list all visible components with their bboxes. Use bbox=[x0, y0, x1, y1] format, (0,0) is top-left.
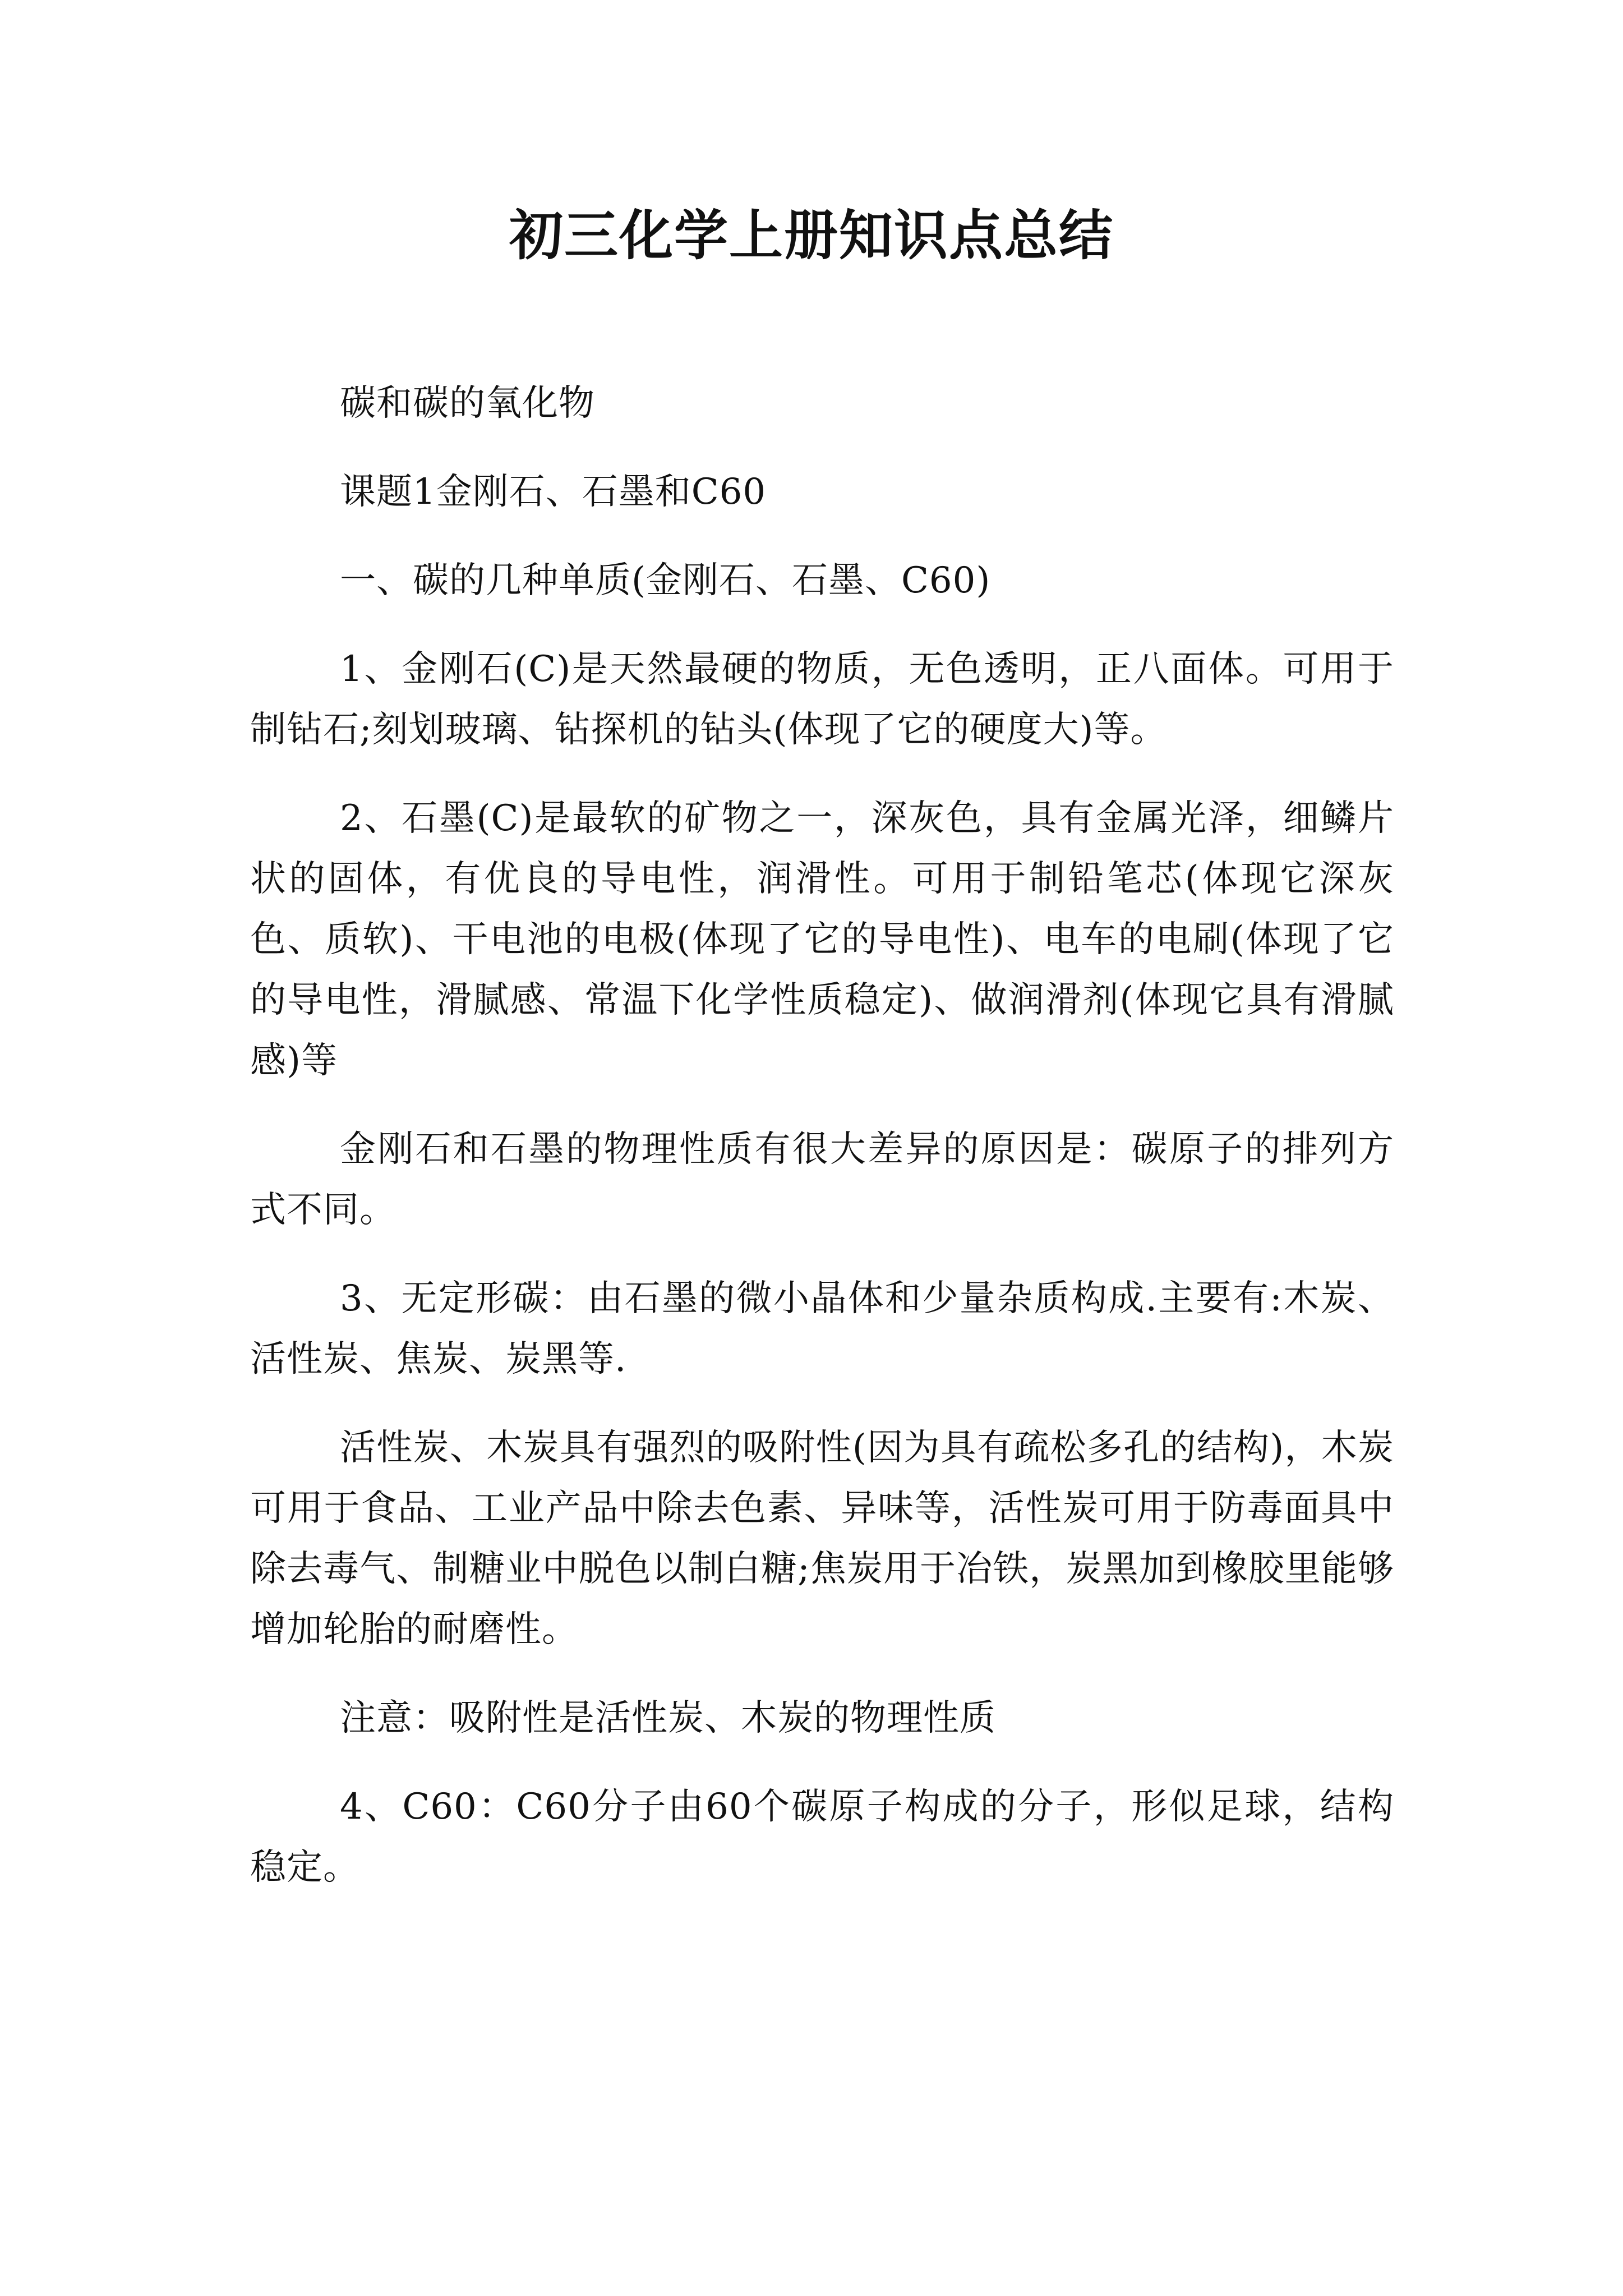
paragraph-note: 注意：吸附性是活性炭、木炭的物理性质 bbox=[340, 1697, 996, 1739]
paragraph-amorphous-carbon: 3、无定形碳：由石墨的微小晶体和少量杂质构成.主要有:木炭、活性炭、焦炭、炭黑等. bbox=[250, 1278, 1394, 1380]
document-title: 初三化学上册知识点总结 bbox=[509, 204, 1114, 267]
paragraph-adsorption: 活性炭、木炭具有强烈的吸附性(因为具有疏松多孔的结构)，木炭可用于食品、工业产品中除去色素、异味等，活性炭可用于防毒面具中除去毒气、制糖业中脱色以制白糖;焦炭用于冶铁，炭黑加到橡胶里能够增加轮胎的耐磨性。 bbox=[250, 1427, 1394, 1650]
paragraph-diamond: 1、金刚石(C)是天然最硬的物质，无色透明，正八面体。可用于制钻石;刻划玻璃、钻探机的钻头(体现了它的硬度大)等。 bbox=[250, 648, 1394, 751]
paragraph-graphite: 2、石墨(C)是最软的矿物之一，深灰色，具有金属光泽，细鳞片状的固体，有优良的导电性，润滑性。可用于制铅笔芯(体现它深灰色、质软)、干电池的电极(体现了它的导电性)、电车的电刷(体现了它的导电性，滑腻感、常温下化学性质稳定)、做润滑剂(体现它具有滑腻感)等 bbox=[250, 798, 1394, 1082]
paragraph-subsection-heading: 一、碳的几种单质(金刚石、石墨、C60) bbox=[340, 560, 991, 601]
paragraph-lesson-title: 课题1金刚石、石墨和C60 bbox=[340, 471, 767, 513]
paragraph-c60: 4、C60：C60分子由60个碳原子构成的分子，形似足球，结构稳定。 bbox=[250, 1786, 1394, 1888]
paragraph-section-heading: 碳和碳的氧化物 bbox=[340, 383, 595, 424]
paragraph-difference-reason: 金刚石和石墨的物理性质有很大差异的原因是：碳原子的排列方式不同。 bbox=[250, 1129, 1394, 1231]
document-body bbox=[250, 373, 1394, 1926]
